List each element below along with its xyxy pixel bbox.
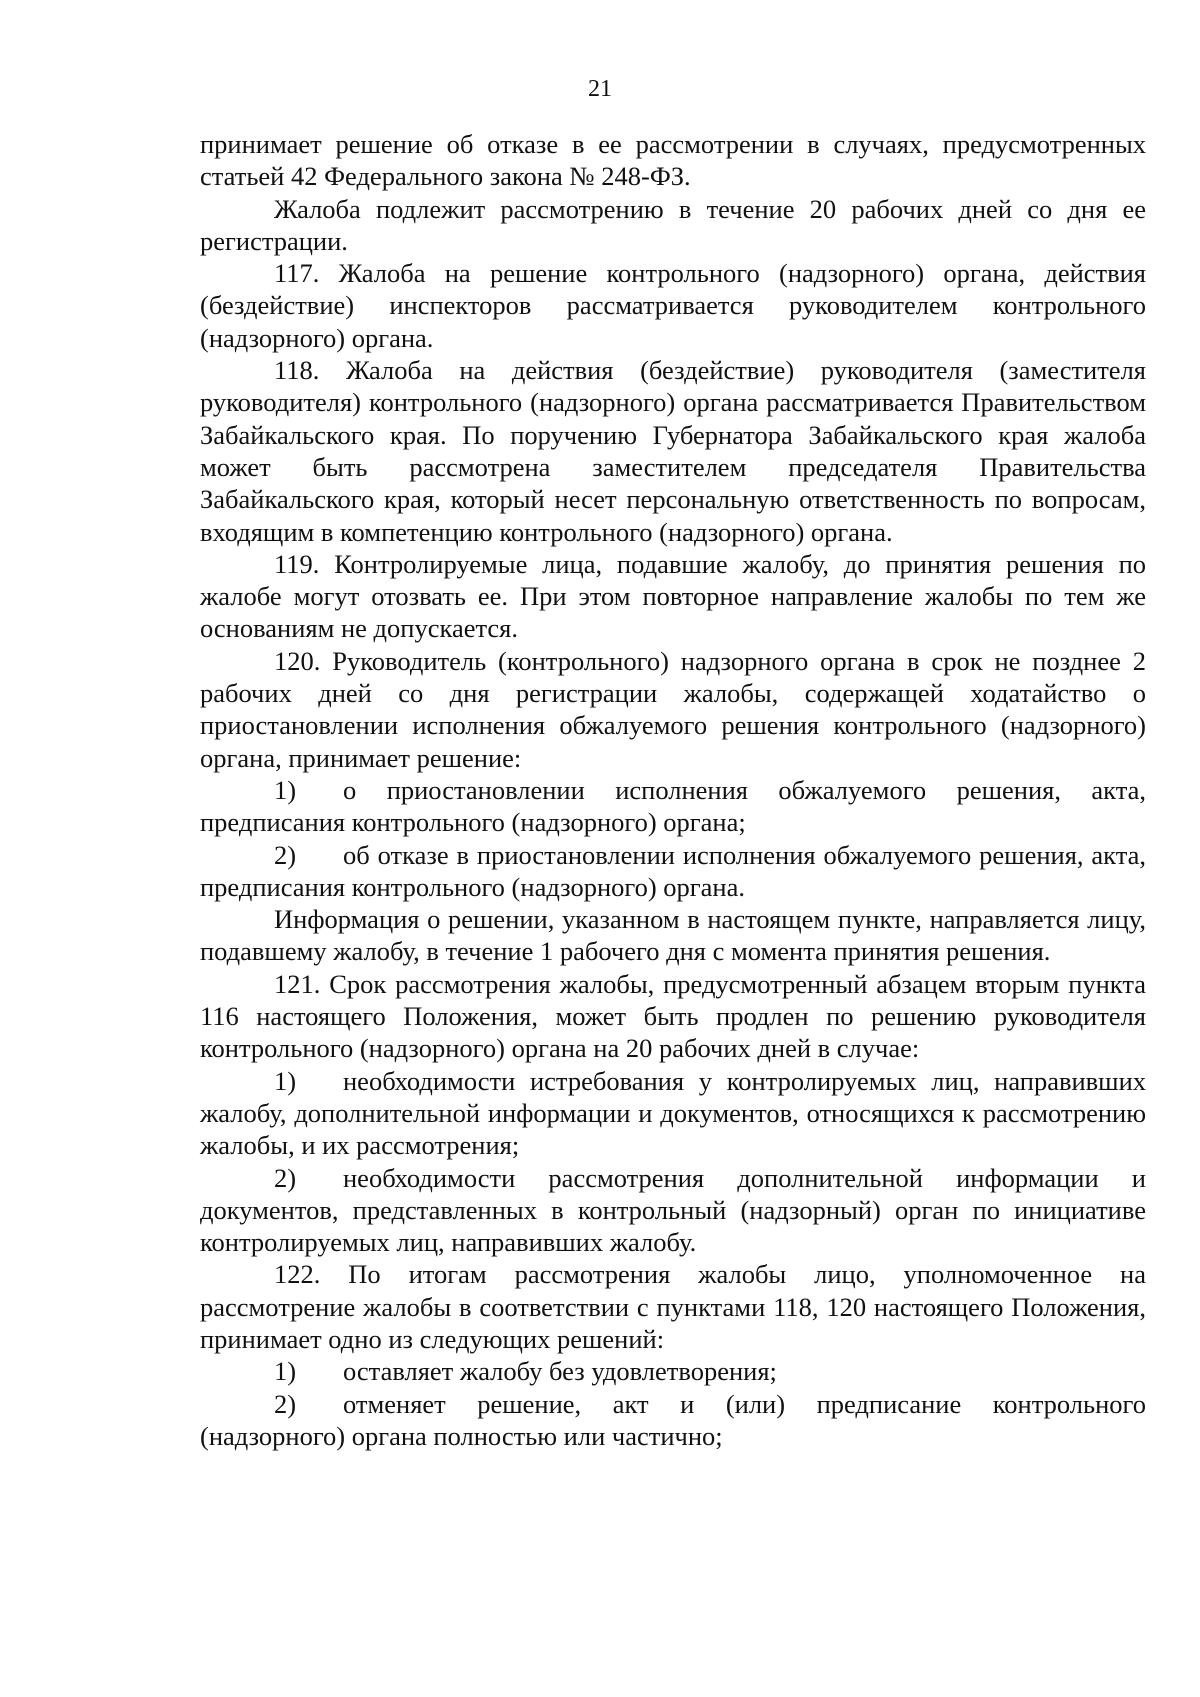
list-item [200, 1065, 1146, 1162]
list-item-text: оставляет жалобу без удовлетворения; [343, 1356, 777, 1387]
list-item-number: 1) [274, 1065, 297, 1096]
list-item-text: необходимости истребования у контролируемых лиц, направивших жалобу, дополнительной информации и документов, относящихся к рассмотрению жалобы, и их рассмотрения; [200, 1065, 1146, 1161]
clause-121: 121. Срок рассмотрения жалобы, предусмотренный абзацем вторым пункта 116 настоящего Положения, может быть продлен по решению руководителя контрольного (надзорного) органа на 20 рабочих дней в случае: [200, 968, 1146, 1064]
page-number: 21 [588, 76, 612, 102]
list-item-text: необходимости рассмотрения дополнительной информации и документов, представленных в контрольный (надзорный) орган по инициативе контролируемых лиц, направивших жалобу. [200, 1162, 1146, 1258]
list-item-number: 2) [274, 839, 297, 870]
list-item [200, 839, 1146, 904]
clause-120: 120. Руководитель (контрольного) надзорного органа в срок не позднее 2 рабочих дней со дня регистрации жалобы, содержащей ходатайство о приостановлении исполнения обжалуемого решения контрольного (надзорного) органа, принимает решение: [200, 645, 1146, 773]
list-item-number: 1) [274, 774, 297, 805]
list-item-number: 2) [274, 1388, 297, 1419]
paragraph-continuation: принимает решение об отказе в ее рассмотрении в случаях, предусмотренных статьей 42 Федерального закона № 248-ФЗ. [200, 129, 1146, 192]
clause-118: 118. Жалоба на действия (бездействие) руководителя (заместителя руководителя) контрольного (надзорного) органа рассматривается Правительством Забайкальского края. По поручению Губернатора Забайкальского края жалоба может быть рассмотрена заместителем председателя Правительства Забайкальского края, который несет персональную ответственность по вопросам, входящим в компетенцию контрольного (надзорного) органа. [200, 355, 1146, 547]
clause-122: 122. По итогам рассмотрения жалобы лицо, уполномоченное на рассмотрение жалобы в соответствии с пунктами 118, 120 настоящего Положения, принимает одно из следующих решений: [200, 1259, 1146, 1354]
list-item [200, 1355, 1146, 1387]
list-item-text: о приостановлении исполнения обжалуемого решения, акта, предписания контрольного (надзорного) органа; [200, 774, 1146, 838]
list-item-text: об отказе в приостановлении исполнения обжалуемого решения, акта, предписания контрольного (надзорного) органа. [200, 839, 1146, 902]
document-body [200, 128, 1146, 1452]
list-item-number: 1) [274, 1356, 297, 1387]
paragraph: Информация о решении, указанном в настоящем пункте, направляется лицу, подавшему жалобу, в течение 1 рабочего дня с момента принятия решения. [200, 904, 1146, 967]
list-item [200, 1388, 1146, 1453]
list-item-text: отменяет решение, акт и (или) предписание контрольного (надзорного) органа полностью или частично; [200, 1388, 1146, 1451]
list-item [200, 774, 1146, 839]
paragraph: Жалоба подлежит рассмотрению в течение 20 рабочих дней со дня ее регистрации. [200, 193, 1146, 256]
clause-119: 119. Контролируемые лица, подавшие жалобу, до принятия решения по жалобе могут отозвать ее. При этом повторное направление жалобы по тем же основаниям не допускается. [200, 548, 1146, 644]
list-item [200, 1162, 1146, 1259]
clause-117: 117. Жалоба на решение контрольного (надзорного) органа, действия (бездействие) инспекторов рассматривается руководителем контрольного (надзорного) органа. [200, 258, 1146, 353]
list-item-number: 2) [274, 1162, 297, 1193]
